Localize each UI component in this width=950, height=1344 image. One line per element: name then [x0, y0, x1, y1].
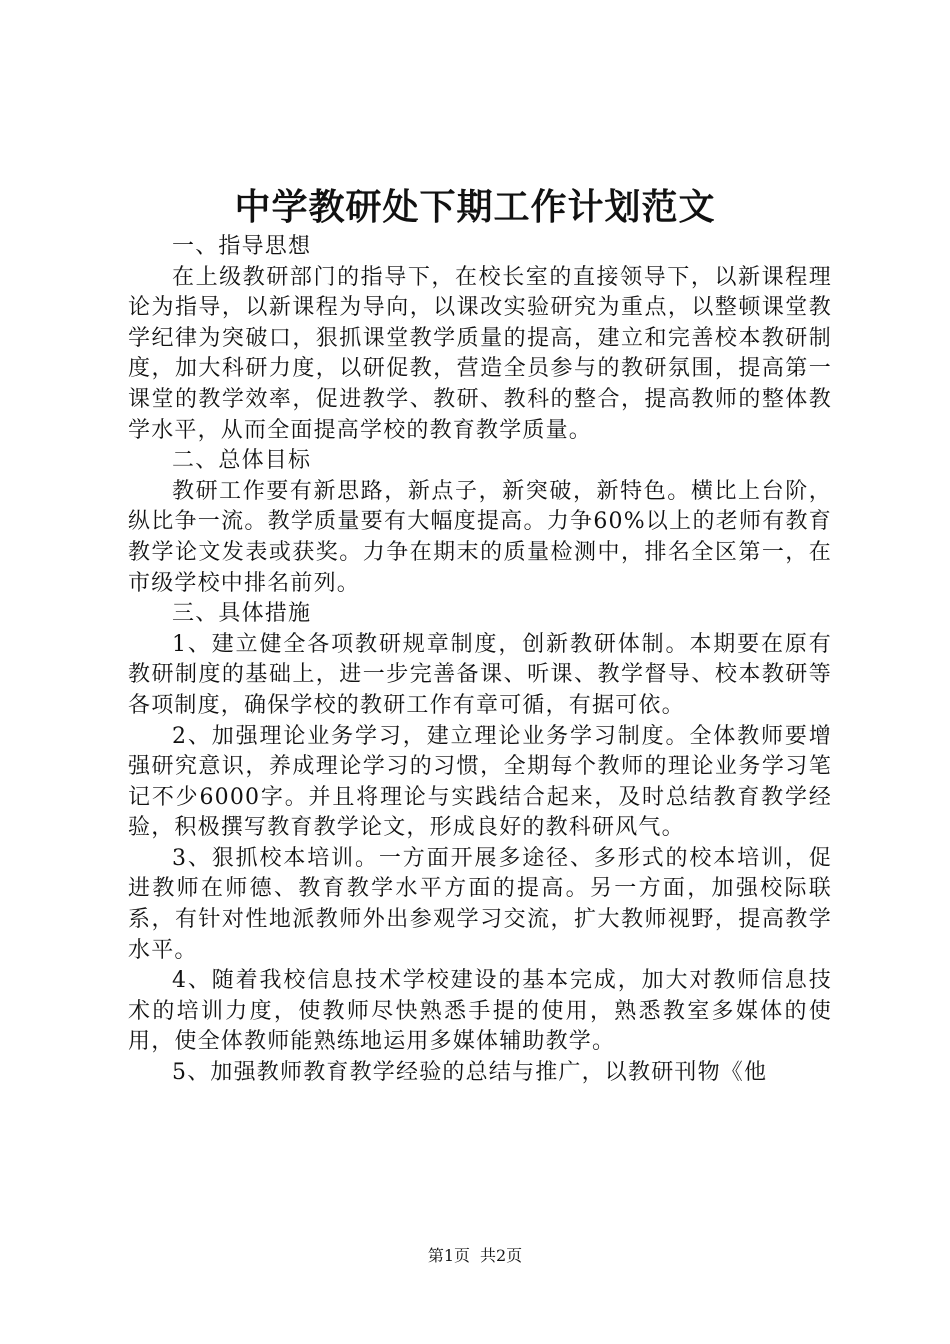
document-title: 中学教研处下期工作计划范文	[234, 187, 716, 228]
page-number: 第1页	[427, 1246, 470, 1265]
document-body	[128, 232, 832, 1089]
section-heading-specific-measures: 三、具体措施	[172, 601, 312, 627]
page-total: 共2页	[480, 1246, 523, 1265]
measure-item-3: 3、狠抓校本培训。一方面开展多途径、多形式的校本培训，促进教师在师德、教育教学水平方面的提高。另一方面，加强校际联系，有针对性地派教师外出参观学习交流，扩大教师视野，提高教学水平。	[128, 845, 832, 963]
measure-item-5: 5、加强教师教育教学经验的总结与推广，以教研刊物《他	[172, 1060, 768, 1086]
page-footer	[0, 1245, 950, 1267]
measure-item-2: 2、加强理论业务学习，建立理论业务学习制度。全体教师要增强研究意识，养成理论学习的习惯，全期每个教师的理论业务学习笔记不少6000字。并且将理论与实践结合起来，及时总结教育教学经验，积极撰写教育教学论文，形成良好的教科研风气。	[128, 723, 832, 841]
section-heading-guiding-ideology: 一、指导思想	[172, 234, 312, 259]
paragraph-overall-goals: 教研工作要有新思路，新点子，新突破，新特色。横比上台阶，纵比争一流。教学质量要有大幅度提高。力争60%以上的老师有教育教学论文发表或获奖。力争在期末的质量检测中，排名全区第一，在市级学校中排名前列。	[128, 478, 832, 596]
paragraph-guiding-ideology: 在上级教研部门的指导下，在校长室的直接领导下，以新课程理论为指导，以新课程为导向，以课改实验研究为重点，以整顿课堂教学纪律为突破口，狠抓课堂教学质量的提高，建立和完善校本教研制度，加大科研力度，以研促教，营造全员参与的教研氛围，提高第一课堂的教学效率，促进教学、教研、教科的整合，提高教师的整体教学水平，从而全面提高学校的教育教学质量。	[128, 264, 832, 443]
measure-item-4: 4、随着我校信息技术学校建设的基本完成，加大对教师信息技术的培训力度，使教师尽快熟悉手提的使用，熟悉教室多媒体的使用，使全体教师能熟练地运用多媒体辅助教学。	[128, 968, 832, 1055]
measure-item-1: 1、建立健全各项教研规章制度，创新教研体制。本期要在原有教研制度的基础上，进一步完善备课、听课、教学督导、校本教研等各项制度，确保学校的教研工作有章可循，有据可依。	[128, 631, 832, 718]
section-heading-overall-goals: 二、总体目标	[172, 448, 312, 474]
